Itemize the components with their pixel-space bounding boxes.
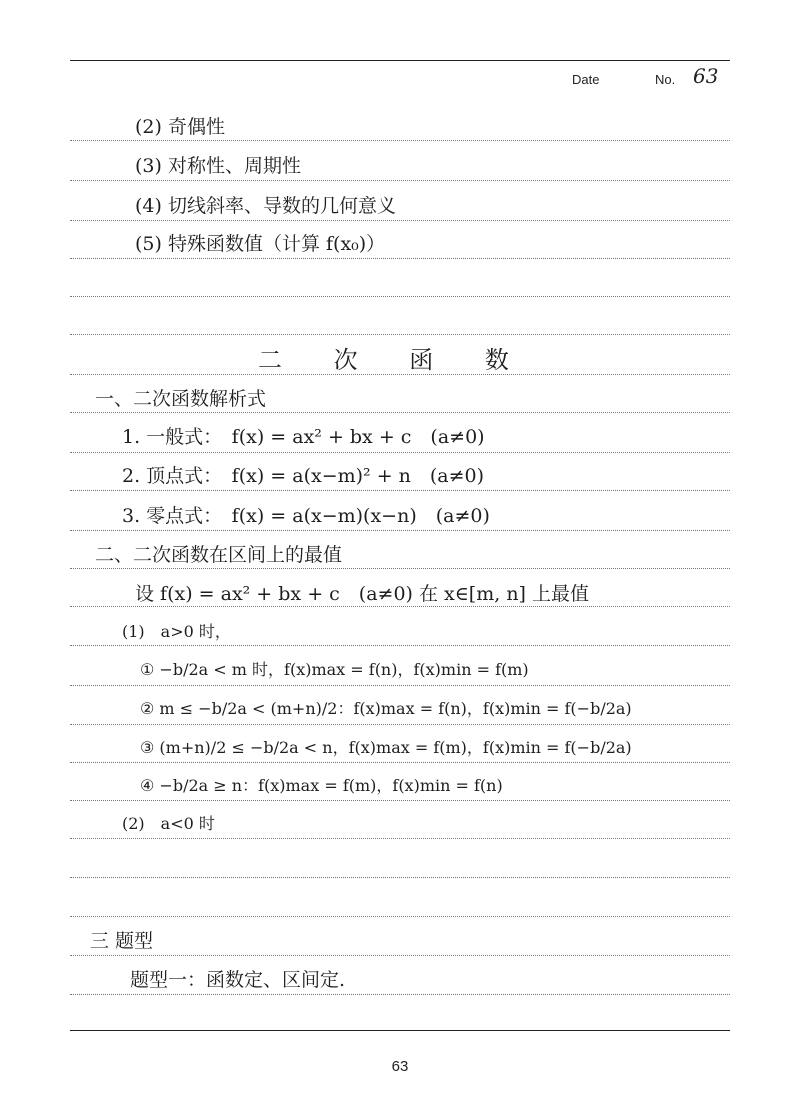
note-line-parity: (2) 奇偶性 [135, 116, 225, 138]
footer-rule [70, 1030, 730, 1031]
ruled-line [70, 800, 730, 801]
ruled-line [70, 412, 730, 413]
heading-analytic-forms: 一、二次函数解析式 [95, 388, 267, 410]
formula-zero-form: 3. 零点式： f(x) = a(x−m)(x−n) (a≠0) [122, 505, 490, 527]
problem-type-one: 题型一：函数定、区间定. [130, 969, 346, 991]
ruled-line [70, 606, 730, 607]
heading-interval-extrema: 二、二次函数在区间上的最值 [95, 544, 343, 566]
ruled-line [70, 374, 730, 375]
case-4: ④ −b/2a ≥ n：f(x)max = f(m)，f(x)min = f(n) [140, 776, 503, 795]
note-line-special-value: (5) 特殊函数值（计算 f(x₀)） [135, 233, 386, 255]
ruled-line [70, 334, 730, 335]
ruled-line [70, 452, 730, 453]
case-a-negative: (2) a<0 时 [122, 814, 215, 833]
ruled-line [70, 220, 730, 221]
ruled-line [70, 258, 730, 259]
note-line-tangent-slope: (4) 切线斜率、导数的几何意义 [135, 195, 396, 217]
ruled-line [70, 180, 730, 181]
ruled-line [70, 530, 730, 531]
ruled-line [70, 994, 730, 995]
ruled-line [70, 955, 730, 956]
case-a-positive: (1) a>0 时， [122, 622, 231, 641]
ruled-line [70, 490, 730, 491]
number-label: No. [655, 72, 676, 87]
page-number-handwritten: 63 [693, 64, 719, 88]
header-rule [70, 60, 730, 61]
formula-general-form: 1. 一般式： f(x) = ax² + bx + c (a≠0) [122, 426, 485, 448]
ruled-line [70, 877, 730, 878]
ruled-line [70, 916, 730, 917]
ruled-line [70, 838, 730, 839]
date-label: Date [572, 72, 600, 87]
note-line-symmetry: (3) 对称性、周期性 [135, 155, 301, 177]
case-2: ② m ≤ −b/2a < (m+n)/2：f(x)max = f(n)，f(x)min = f(−b/2a) [140, 699, 632, 718]
ruled-line [70, 762, 730, 763]
case-3: ③ (m+n)/2 ≤ −b/2a < n，f(x)max = f(m)，f(x)min = f(−b/2a) [140, 738, 632, 757]
ruled-line [70, 568, 730, 569]
heading-problem-types: 三 题型 [90, 930, 154, 952]
ruled-line [70, 645, 730, 646]
ruled-line [70, 685, 730, 686]
case-1: ① −b/2a < m 时，f(x)max = f(n)，f(x)min = f(m) [140, 660, 529, 679]
ruled-line [70, 140, 730, 141]
page-number: 63 [391, 1058, 409, 1075]
formula-vertex-form: 2. 顶点式： f(x) = a(x−m)² + n (a≠0) [122, 465, 485, 487]
note-setup: 设 f(x) = ax² + bx + c (a≠0) 在 x∈[m, n] 上最值 [135, 583, 590, 605]
ruled-line [70, 296, 730, 297]
ruled-line [70, 724, 730, 725]
section-title: 二 次 函 数 [258, 346, 531, 374]
